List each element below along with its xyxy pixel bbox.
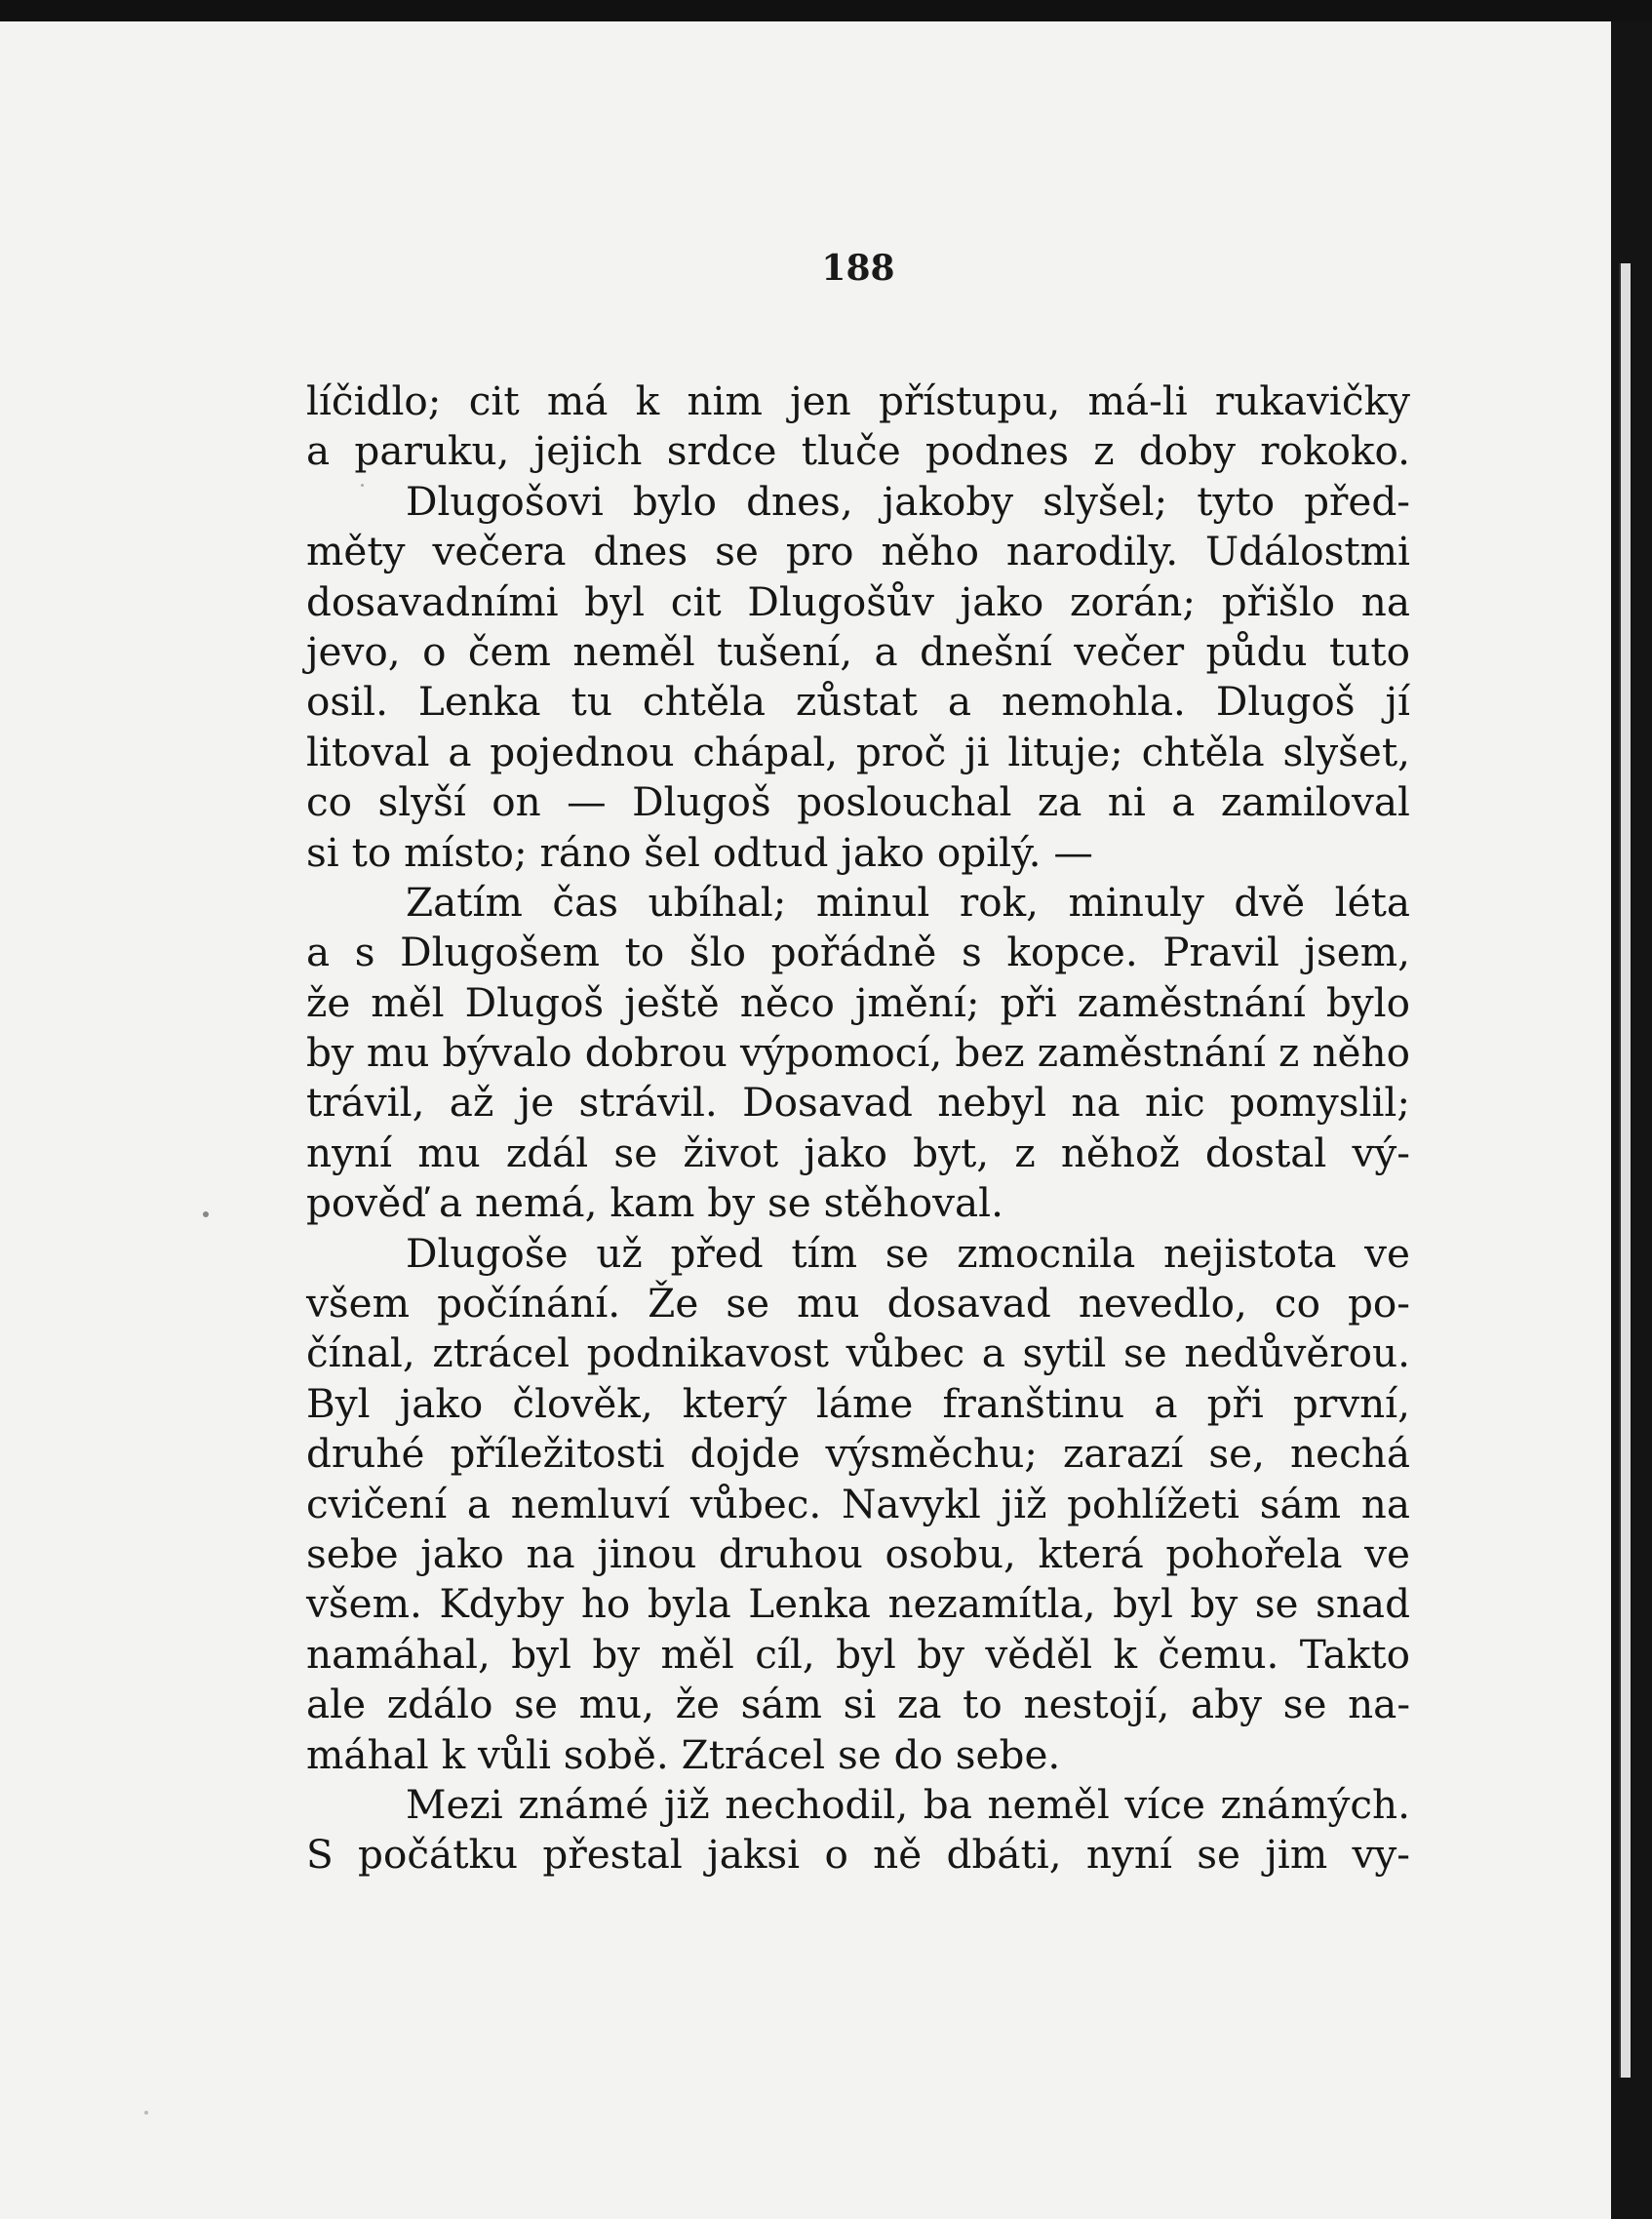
text-line: osil. Lenka tu chtěla zůstat a nemohla. Dlugoš jí (306, 678, 1410, 726)
text-line: pověď a nemá, kam by se stěhoval. (306, 1179, 1003, 1227)
text-line: Byl jako člověk, který láme franštinu a při první, (306, 1379, 1410, 1427)
text-line: nyní mu zdál se život jako byt, z něhož dostal vý- (306, 1129, 1410, 1176)
scan-border-right (1611, 21, 1652, 2219)
text-line: co slyší on — Dlugoš poslouchal za ni a zamiloval (306, 778, 1410, 826)
page-fold-strip (1619, 263, 1631, 2078)
text-line: trávil, až je strávil. Dosavad nebyl na nic pomyslil; (306, 1079, 1410, 1127)
text-line: čínal, ztrácel podnikavost vůbec a sytil se nedůvěrou. (306, 1329, 1410, 1377)
text-line: druhé příležitosti dojde výsměchu; zarazí se, nechá (306, 1430, 1410, 1478)
body-text (306, 376, 1410, 1881)
text-line: Dlugoše už před tím se zmocnila nejistota ve (406, 1229, 1410, 1277)
text-line: dosavadními byl cit Dlugošův jako zorán; přišlo na (306, 577, 1410, 625)
text-line: Dlugošovi bylo dnes, jakoby slyšel; tyto před- (406, 477, 1410, 525)
text-line: měty večera dnes se pro něho narodily. Událostmi (306, 528, 1410, 575)
text-line: Mezi známé již nechodil, ba neměl více známých. (406, 1780, 1410, 1828)
text-line: ale zdálo se mu, že sám si za to nestojí, aby se na- (306, 1681, 1410, 1728)
scan-speck (203, 1211, 209, 1217)
text-line: namáhal, byl by měl cíl, byl by věděl k čemu. Takto (306, 1630, 1410, 1678)
text-line: Zatím čas ubíhal; minul rok, minuly dvě léta (406, 878, 1410, 926)
page-number: 188 (821, 248, 895, 289)
text-line: že měl Dlugoš ještě něco jmění; při zaměstnání bylo (306, 978, 1410, 1026)
text-line: a paruku, jejich srdce tluče podnes z doby rokoko. (306, 427, 1410, 475)
text-line: litoval a pojednou chápal, proč ji lituje; chtěla slyšet, (306, 728, 1410, 775)
scan-speck (144, 2111, 148, 2115)
text-line: líčidlo; cit má k nim jen přístupu, má-li rukavičky (306, 377, 1410, 424)
text-line: S počátku přestal jaksi o ně dbáti, nyní se jim vy- (306, 1831, 1410, 1879)
text-line: jevo, o čem neměl tušení, a dnešní večer půdu tuto (306, 627, 1410, 675)
text-line: si to místo; ráno šel odtud jako opilý. — (306, 828, 1093, 876)
text-line: všem. Kdyby ho byla Lenka nezamítla, byl by se snad (306, 1580, 1410, 1628)
text-line: a s Dlugošem to šlo pořádně s kopce. Pravil jsem, (306, 929, 1410, 976)
text-line: máhal k vůli sobě. Ztrácel se do sebe. (306, 1730, 1061, 1778)
text-line: sebe jako na jinou druhou osobu, která pohořela ve (306, 1529, 1410, 1577)
text-line: cvičení a nemluví vůbec. Navykl již pohlížeti sám na (306, 1480, 1410, 1527)
text-line: všem počínání. Že se mu dosavad nevedlo, co po- (306, 1280, 1410, 1327)
text-line: by mu bývalo dobrou výpomocí, bez zaměstnání z něho (306, 1029, 1410, 1077)
